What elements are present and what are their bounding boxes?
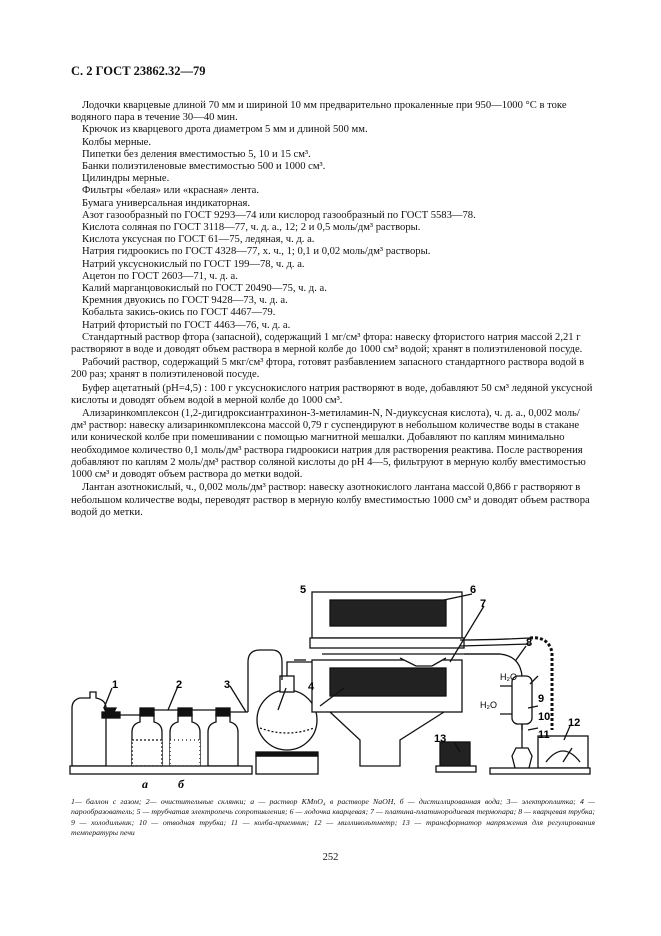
label-13: 13: [434, 733, 447, 745]
page-number: 252: [322, 852, 339, 863]
hot-plate: [256, 752, 318, 774]
label-h2o-bottom: H₂O: [480, 700, 497, 710]
list-item: Натрий уксуснокислый по ГОСТ 199—78, ч. д. а.: [82, 258, 305, 270]
label-7: 7: [480, 598, 487, 610]
purifying-flasks: [120, 708, 248, 766]
paragraph-alizarin-complexone: Ализаринкомплексон (1,2-дигидроксиантрахинон-3-метиламин-N, N-диуксусная кислота), ч. д. а., 0,002 моль/дм³ раствор: навеску ализаринкомплексона массой 0,79 г суспендируют в небольшом количестве воды в стакане или конической колбе при помешивании с помощью магнитной мешалки. Добавляют по каплям минимально необходимое количество 0,1 моль/дм³ раствора гидроокиси натрия для растворения реактива. После растворения добавляют по каплям 2 моль/дм³ раствор соляной кислоты до pH 4—5, фильтруют в мерную колбу вместимостью 1000 см³ и доводят объем раствора до метки водой.: [71, 408, 586, 481]
list-item: Калий марганцовокислый по ГОСТ 20490—75, ч. д. а.: [82, 283, 327, 295]
list-item: Банки полиэтиленовые вместимостью 500 и 1000 см³.: [82, 161, 326, 173]
voltage-transformer: [440, 742, 470, 768]
list-item: Натрий фтористый по ГОСТ 4463—76, ч. д. а.: [82, 319, 291, 331]
label-b: б: [178, 777, 184, 791]
label-8: 8: [526, 637, 533, 649]
label-12: 12: [568, 717, 581, 729]
list-item: Натрия гидроокись по ГОСТ 4328—77, х. ч., 1; 0,1 и 0,02 моль/дм³ растворы.: [82, 246, 431, 258]
list-item: Пипетки без деления вместимостью 5, 10 и 15 см³.: [82, 148, 311, 160]
list-item: Колбы мерные.: [82, 136, 151, 148]
list-item: Кислота соляная по ГОСТ 3118—77, ч. д. а., 12; 2 и 0,5 моль/дм³ растворы.: [82, 222, 421, 234]
paragraph-acetate-buffer: Буфер ацетатный (pH=4,5) : 100 г уксуснокислого натрия растворяют в воде, добавляют 50 см³ ледяной уксусной кислоты и доводят объем водой в мерной колбе до 1000 см³.: [71, 382, 593, 406]
list-item: Кобальта закись-окись по ГОСТ 4467—79.: [82, 307, 276, 319]
tube-furnace: [310, 592, 500, 766]
list-item: Бумага универсальная индикаторная.: [82, 197, 251, 209]
figure-caption: 1— баллон с газом; 2— очистительные склянки; а — раствор KMnO₄ в растворе NaOH, б — дистиллированная вода; 3— электроплитка; 4 — парообразователь; 5 — трубчатая электропечь сопротивления; 6 — лодочка кварцевая; 7 — платина-платинородиевая термопара; 8 — кварцевая трубка; 9 — холодильник; 10 — отводная трубка; 11 — колба-приемник; 12 — милливольтметр; 13 — трансформатор напряжения для регулирования температуры печи: [71, 797, 595, 838]
apparatus-diagram: [60, 580, 600, 800]
list-item: Фильтры «белая» или «красная» лента.: [82, 185, 260, 197]
list-item: Кислота уксусная по ГОСТ 61—75, ледяная, ч. д. а.: [82, 234, 315, 246]
thermocouple: [460, 638, 530, 646]
list-item: Ацетон по ГОСТ 2603—71, ч. д. а.: [82, 270, 238, 282]
label-h2o-top: H₂O: [500, 672, 517, 682]
list-item: Кремния двуокись по ГОСТ 9428—73, ч. д. а.: [82, 295, 288, 307]
page-header: С. 2 ГОСТ 23862.32—79: [71, 64, 206, 78]
paragraph-working-solution: Рабочий раствор, содержащий 5 мкг/см³ фтора, готовят разбавлением запасного стандартного раствора водой в 200 раз; хранят в полиэтиленовой посуде.: [71, 357, 585, 381]
label-5: 5: [300, 584, 307, 596]
list-item: Азот газообразный по ГОСТ 9293—74 или кислород газообразный по ГОСТ 5583—78.: [82, 209, 476, 221]
document-body: [71, 100, 593, 519]
label-9: 9: [538, 693, 545, 705]
list-item: Цилиндры мерные.: [82, 173, 170, 185]
label-a: а: [142, 777, 148, 791]
paragraph-boats: Лодочки кварцевые длиной 70 мм и шириной 10 мм предварительно прокаленные при 950—1000 °С в токе водяного пара в течение 30—40 мин.: [71, 100, 567, 124]
label-3: 3: [224, 679, 231, 691]
paragraph-standard-solution: Стандартный раствор фтора (запасной), содержащий 1 мг/см³ фтора: навеску фтористого натрия массой 2,21 г растворяют в воде и доводят объем раствора в мерной колбе до 1000 см³ водой; хранят в полиэтиленовой посуде.: [71, 331, 583, 356]
label-1: 1: [112, 679, 119, 691]
gas-cylinder: [72, 692, 120, 766]
label-11: 11: [538, 729, 550, 741]
paragraph-lanthanum-nitrate: Лантан азотнокислый, ч., 0,002 моль/дм³ раствор: навеску азотнокислого лантана массой 0,866 г растворяют в небольшом количестве воды, переводят раствор в мерную колбу вместимостью 1000 см³ и доводят объем раствора водой до метки.: [71, 482, 590, 518]
label-4: 4: [308, 681, 315, 693]
label-6: 6: [470, 584, 477, 596]
list-item: Крючок из кварцевого дрота диаметром 5 мм и длиной 500 мм.: [82, 124, 368, 136]
label-2: 2: [176, 679, 183, 691]
label-10: 10: [538, 711, 551, 723]
condenser: [500, 676, 532, 724]
